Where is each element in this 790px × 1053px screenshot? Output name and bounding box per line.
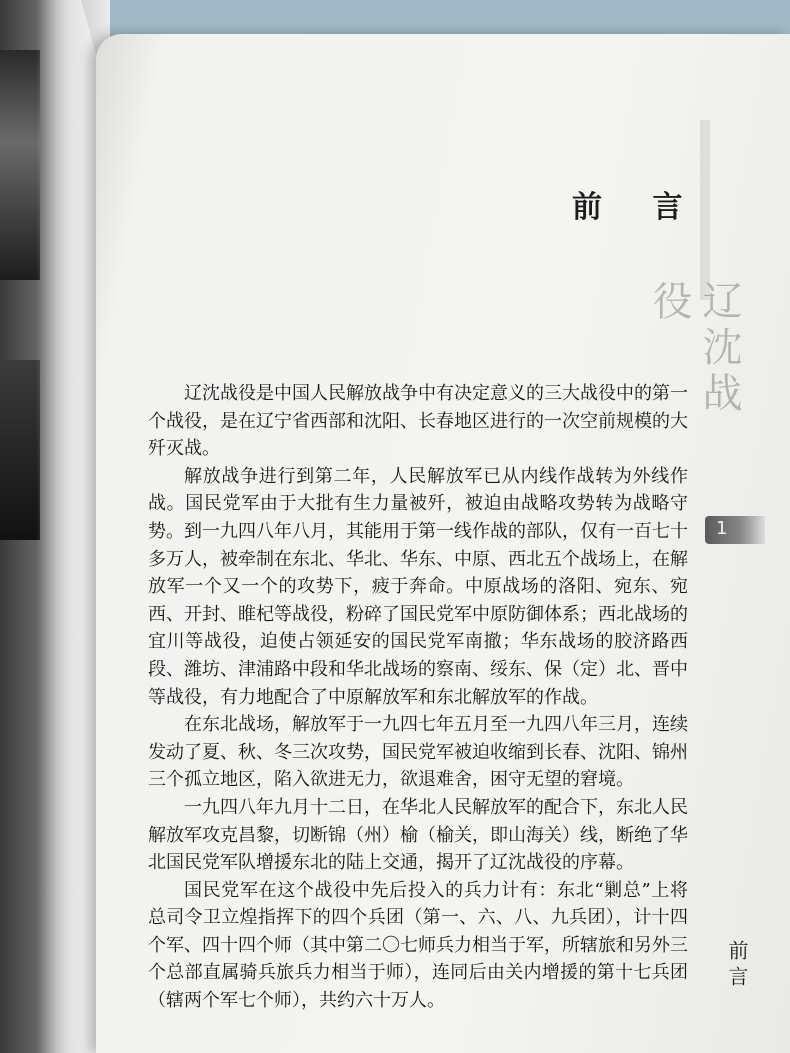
paragraph: 在东北战场，解放军于一九四七年五月至一九四八年三月，连续发动了夏、秋、冬三次攻势，国民党军被迫收缩到长春、沈阳、锦州三个孤立地区，陷入欲进无力，欲退难舍，困守无望的窘境。 <box>148 714 688 791</box>
page-number: 1 <box>716 518 728 539</box>
bleed-through-calligraphy: 辽沈战役 <box>646 280 742 418</box>
paragraph: 一九四八年九月十二日，在华北人民解放军的配合下，东北人民解放军攻克昌黎，切断锦（州）榆（榆关，即山海关）线，断绝了华北国民党军队增援东北的陆上交通，揭开了辽沈战役的序幕。 <box>148 796 688 874</box>
paragraph: 国民党军在这个战役中先后投入的兵力计有：东北“剿总”上将总司令卫立煌指挥下的四个兵团（第一、六、八、九兵团），计十四个军、四十四个师（其中第二〇七师兵力相当于军，所辖旅和另外三个总部直属骑兵旅兵力相当于师），连同后由关内增援的第十七兵团（辖两个军七个师），共约六十万人。 <box>148 879 688 1012</box>
running-header-vertical: 前言 <box>725 940 749 992</box>
paragraph: 辽沈战役是中国人民解放战争中有决定意义的三大战役中的第一个战役，是在辽宁省西部和沈阳、长春地区进行的一次空前规模的大歼灭战。 <box>148 383 688 460</box>
left-page <box>0 0 104 1053</box>
body-text <box>148 380 688 1015</box>
paragraph: 解放战争进行到第二年，人民解放军已从内线作战转为外线作战。国民党军由于大批有生力量被歼，被迫由战略攻势转为战略守势。到一九四八年八月，其能用于第一线作战的部队，仅有一百七十多万人，被牵制在东北、华北、华东、中原、西北五个战场上，在解放军一个又一个的攻势下，疲于奔命。中原战场的洛阳、宛东、宛西、开封、睢杞等战役，粉碎了国民党军中原防御体系；西北战场的宜川等战役，迫使占领延安的国民党军南撤；华东战场的胶济路西段、潍坊、津浦路中段和华北战场的察南、绥东、保（定）北、晋中等战役，有力地配合了中原解放军和东北解放军的作战。 <box>148 465 688 708</box>
page-title: 前 言 <box>572 190 703 225</box>
page-number-tab <box>705 516 765 544</box>
